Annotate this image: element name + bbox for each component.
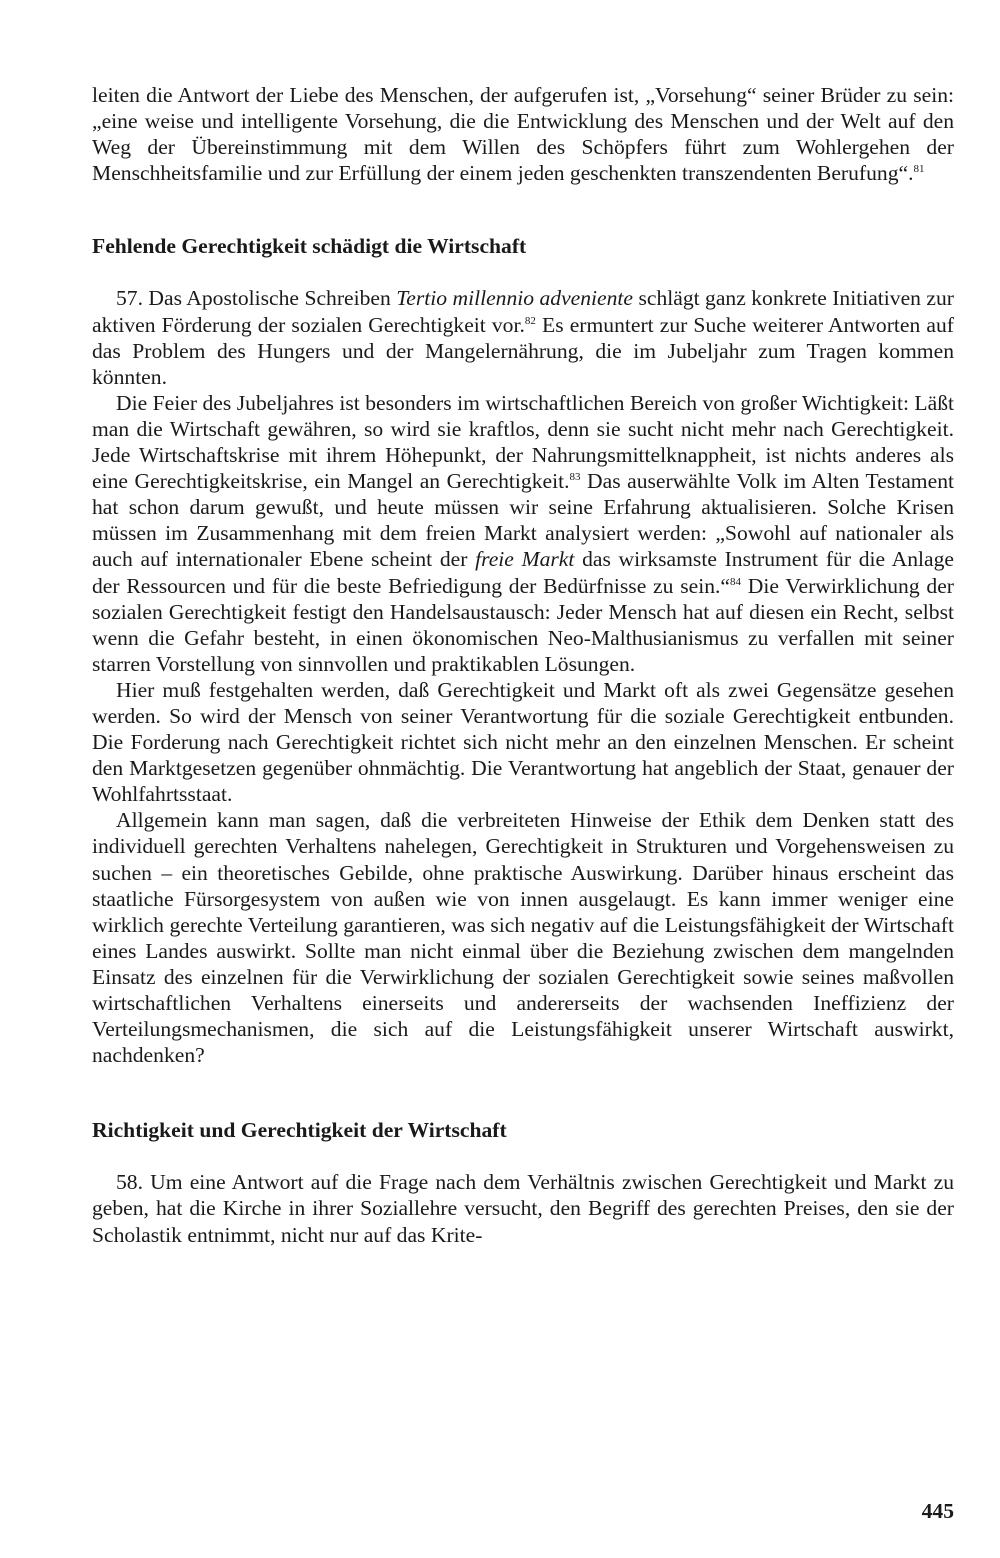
text-run: Hier muß festgehalten werden, daß Gerechtigkeit und Markt oft als zwei Gegensätze gesehen werden. So wird der Mensch von seiner Verantwortung für die soziale Gerechtigkeit entbunden. Die Forderung nach Gerechtigkeit richtet sich nicht mehr an den einzelnen Menschen. Er scheint den Marktgesetzen gegenüber ohnmächtig. Die Verantwortung hat angeblich der Staat, genauer der Wohlfahrtsstaat. <box>92 677 954 807</box>
footnote-ref-82: 82 <box>524 314 536 327</box>
page-number: 445 <box>921 1499 954 1523</box>
document-page <box>92 82 954 1248</box>
section-heading-richtigkeit: Richtigkeit und Gerechtigkeit der Wirtschaft <box>92 1118 507 1143</box>
footnote-ref-83: 83 <box>569 470 581 483</box>
italic-title: Tertio millennio adveniente <box>396 286 634 311</box>
paragraph-58 <box>92 1169 954 1247</box>
text-run: Es ermuntert zur Suche weiterer Antworten auf das Problem des Hungers und der Mangelernährung, die im Jubeljahr zum Tragen kommen könnten. <box>92 312 954 389</box>
paragraph-ethik <box>92 807 954 1068</box>
text-run: Die Verwirklichung der sozialen Gerechtigkeit festigt den Handelsaustausch: Jeder Mensch hat auf diesen ein Recht, selbst wenn die Gefahr besteht, in einen ökonomischen Neo-Malthusianismus zu verfallen mit seiner starren Vorstellung von sinnvollen und praktikablen Lösungen. <box>92 573 954 676</box>
text-run: Das auserwählte Volk im Alten Testament hat schon darum gewußt, und heute müssen wir seine Erfahrung aktualisieren. Solche Krisen müssen im Zusammenhang mit dem freien Markt analysiert werden: „Sowohl auf nationaler als auch auf internationaler Ebene scheint der <box>92 469 954 572</box>
footnote-ref-81: 81 <box>913 163 925 176</box>
paragraph-jubeljahr <box>92 390 954 677</box>
text-run: das wirksamste Instrument für die Anlage der Ressourcen und für die beste Befriedigung der Bedürfnisse zu sein.“ <box>92 547 954 598</box>
text-run: Die Feier des Jubeljahres ist besonders im wirtschaftlichen Bereich von großer Wichtigkeit: Läßt man die Wirtschaft gewähren, so wird sie kraftlos, denn sie sucht nicht mehr nach Gerechtigkeit. Jede Wirtschaftskrise mit ihrem Höhepunkt, der Nahrungsmittelknappheit, ist nichts anderes als eine Gerechtigkeitskrise, ein Mangel an Gerechtigkeit. <box>92 390 954 494</box>
text-run: schlägt ganz konkrete Initiativen zur aktiven Förderung der sozialen Gerechtigkeit vor. <box>92 286 954 337</box>
paragraph-markt <box>92 677 954 807</box>
italic-term: freie Markt <box>475 547 575 572</box>
footnote-ref-84: 84 <box>729 575 741 588</box>
paragraph-57 <box>92 285 954 389</box>
text-run: 58. Um eine Antwort auf die Frage nach dem Verhältnis zwischen Gerechtigkeit und Markt zu geben, hat die Kirche in ihrer Soziallehre versucht, den Begriff des gerechten Preises, den sie der Scholastik entnimmt, nicht nur auf das Krite- <box>92 1170 954 1247</box>
text-run: 57. Das Apostolische Schreiben <box>116 286 397 311</box>
paragraph-intro <box>92 82 954 186</box>
section-heading-fehlende-gerechtigkeit: Fehlende Gerechtigkeit schädigt die Wirtschaft <box>92 234 527 259</box>
text-run: Allgemein kann man sagen, daß die verbreiteten Hinweise der Ethik dem Denken statt des individuell gerechten Verhaltens nahelegen, Gerechtigkeit in Strukturen und Vorgehensweisen zu suchen – ein theoretisches Gebilde, ohne praktische Auswirkung. Darüber hinaus erscheint das staatliche Fürsorgesystem von außen wie von innen ausgelaugt. Es kann immer weniger eine wirklich gerechte Verteilung garantieren, was sich negativ auf die Leistungsfähigkeit der Wirtschaft eines Landes auswirkt. Sollte man nicht einmal über die Beziehung zwischen dem mangelnden Einsatz des einzelnen für die Verwirklichung der sozialen Gerechtigkeit sowie seines maßvollen wirtschaftlichen Verhaltens einerseits und andererseits der wachsenden Ineffizienz der Verteilungsmechanismen, die sich auf die Leistungsfähigkeit unserer Wirtschaft auswirkt, nachdenken? <box>92 808 954 1068</box>
text-run: leiten die Antwort der Liebe des Menschen, der aufgerufen ist, „Vorsehung“ seiner Brüder zu sein: „eine weise und intelligente Vorsehung, die die Entwicklung des Menschen und der Welt auf den Weg der Übereinstimmung mit dem Willen des Schöpfers führt zum Wohlergehen der Menschheitsfamilie und zur Erfüllung der einem jeden geschenkten transzendenten Berufung“. <box>92 83 954 186</box>
